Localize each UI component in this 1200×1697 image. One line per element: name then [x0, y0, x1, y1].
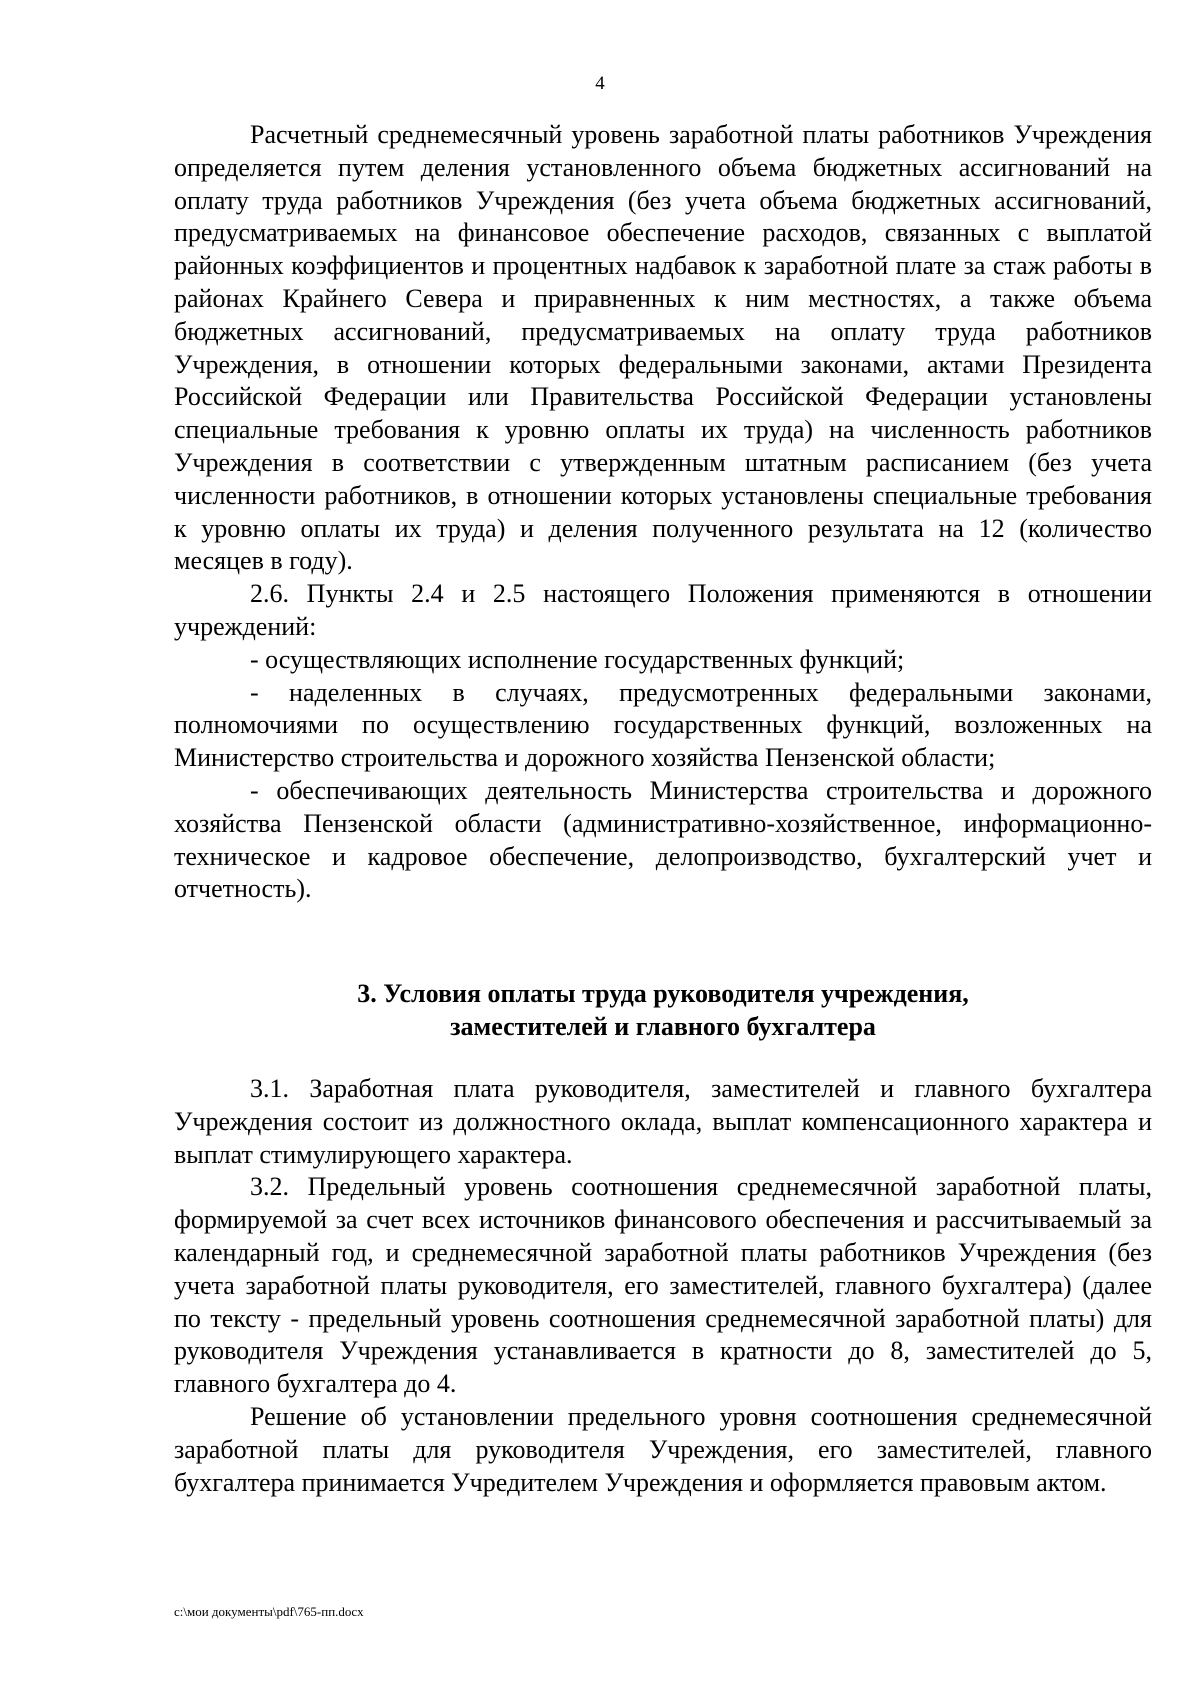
list-item-state-functions: - осуществляющих исполнение государственных функций;	[250, 644, 905, 674]
page-number: 4	[595, 73, 605, 94]
paragraph-3-1: 3.1. Заработная плата руководителя, заместителей и главного бухгалтера Учреждения состоит из должностного оклада, выплат компенсационного характера и выплат стимулирующего характера.	[174, 1074, 1152, 1169]
section-3-heading	[174, 977, 1152, 1043]
paragraph-average-salary: Расчетный среднемесячный уровень заработной платы работников Учреждения определяется путем деления установленного объема бюджетных ассигнований на оплату труда работников Учреждения (без учета объема бюджетных ассигнований, предусматриваемых на финансовое обеспечение расходов, связанных с выплатой районных коэффициентов и процентных надбавок к заработной плате за стаж работы в районах Крайнего Севера и приравненных к ним местностях, а также объема бюджетных ассигнований, предусматриваемых на оплату труда работников Учреждения, в отношении которых федеральными законами, актами Президента Российской Федерации или Правительства Российской Федерации установлены специальные требования к уровню оплаты их труда) на численность работников Учреждения в соответствии с утвержденным штатным расписанием (без учета численности работников, в отношении которых установлены специальные требования к уровню оплаты их труда) и деления полученного результата на 12 (количество месяцев в году).	[174, 120, 1152, 576]
section-3-heading-line-2: заместителей и главного бухгалтера	[450, 1012, 876, 1041]
section-3-heading-line-1: 3. Условия оплаты труда руководителя учреждения,	[357, 979, 969, 1008]
paragraph-2-6: 2.6. Пункты 2.4 и 2.5 настоящего Положения применяются в отношении учреждений:	[174, 579, 1152, 641]
footer-file-path: c:\мои документы\pdf\765-пп.docx	[174, 1604, 364, 1619]
paragraph-decision: Решение об установлении предельного уровня соотношения среднемесячной заработной платы для руководителя Учреждения, его заместителей, главного бухгалтера принимается Учредителем Учреждения и оформляется правовым актом.	[174, 1401, 1152, 1497]
section-3-text	[174, 1073, 1152, 1499]
section-2-text	[174, 119, 1152, 906]
list-item-support-activities: - обеспечивающих деятельность Министерства строительства и дорожного хозяйства Пензенской области (административно-хозяйственное, информационно-техническое и кадровое обеспечение, делопроизводство, бухгалтерский учет и отчетность).	[174, 775, 1152, 904]
paragraph-3-2: 3.2. Предельный уровень соотношения среднемесячной заработной платы, формируемой за счет всех источников финансового обеспечения и рассчитываемый за календарный год, и среднемесячной заработной платы работников Учреждения (без учета заработной платы руководителя, его заместителей, главного бухгалтера) (далее по тексту - предельный уровень соотношения среднемесячной заработной платы) для руководителя Учреждения устанавливается в кратности до 8, заместителей до 5, главного бухгалтера до 4.	[174, 1172, 1152, 1399]
list-item-delegated-powers: - наделенных в случаях, предусмотренных федеральными законами, полномочиями по осуществлению государственных функций, возложенных на Министерство строительства и дорожного хозяйства Пензенской области;	[174, 677, 1152, 773]
